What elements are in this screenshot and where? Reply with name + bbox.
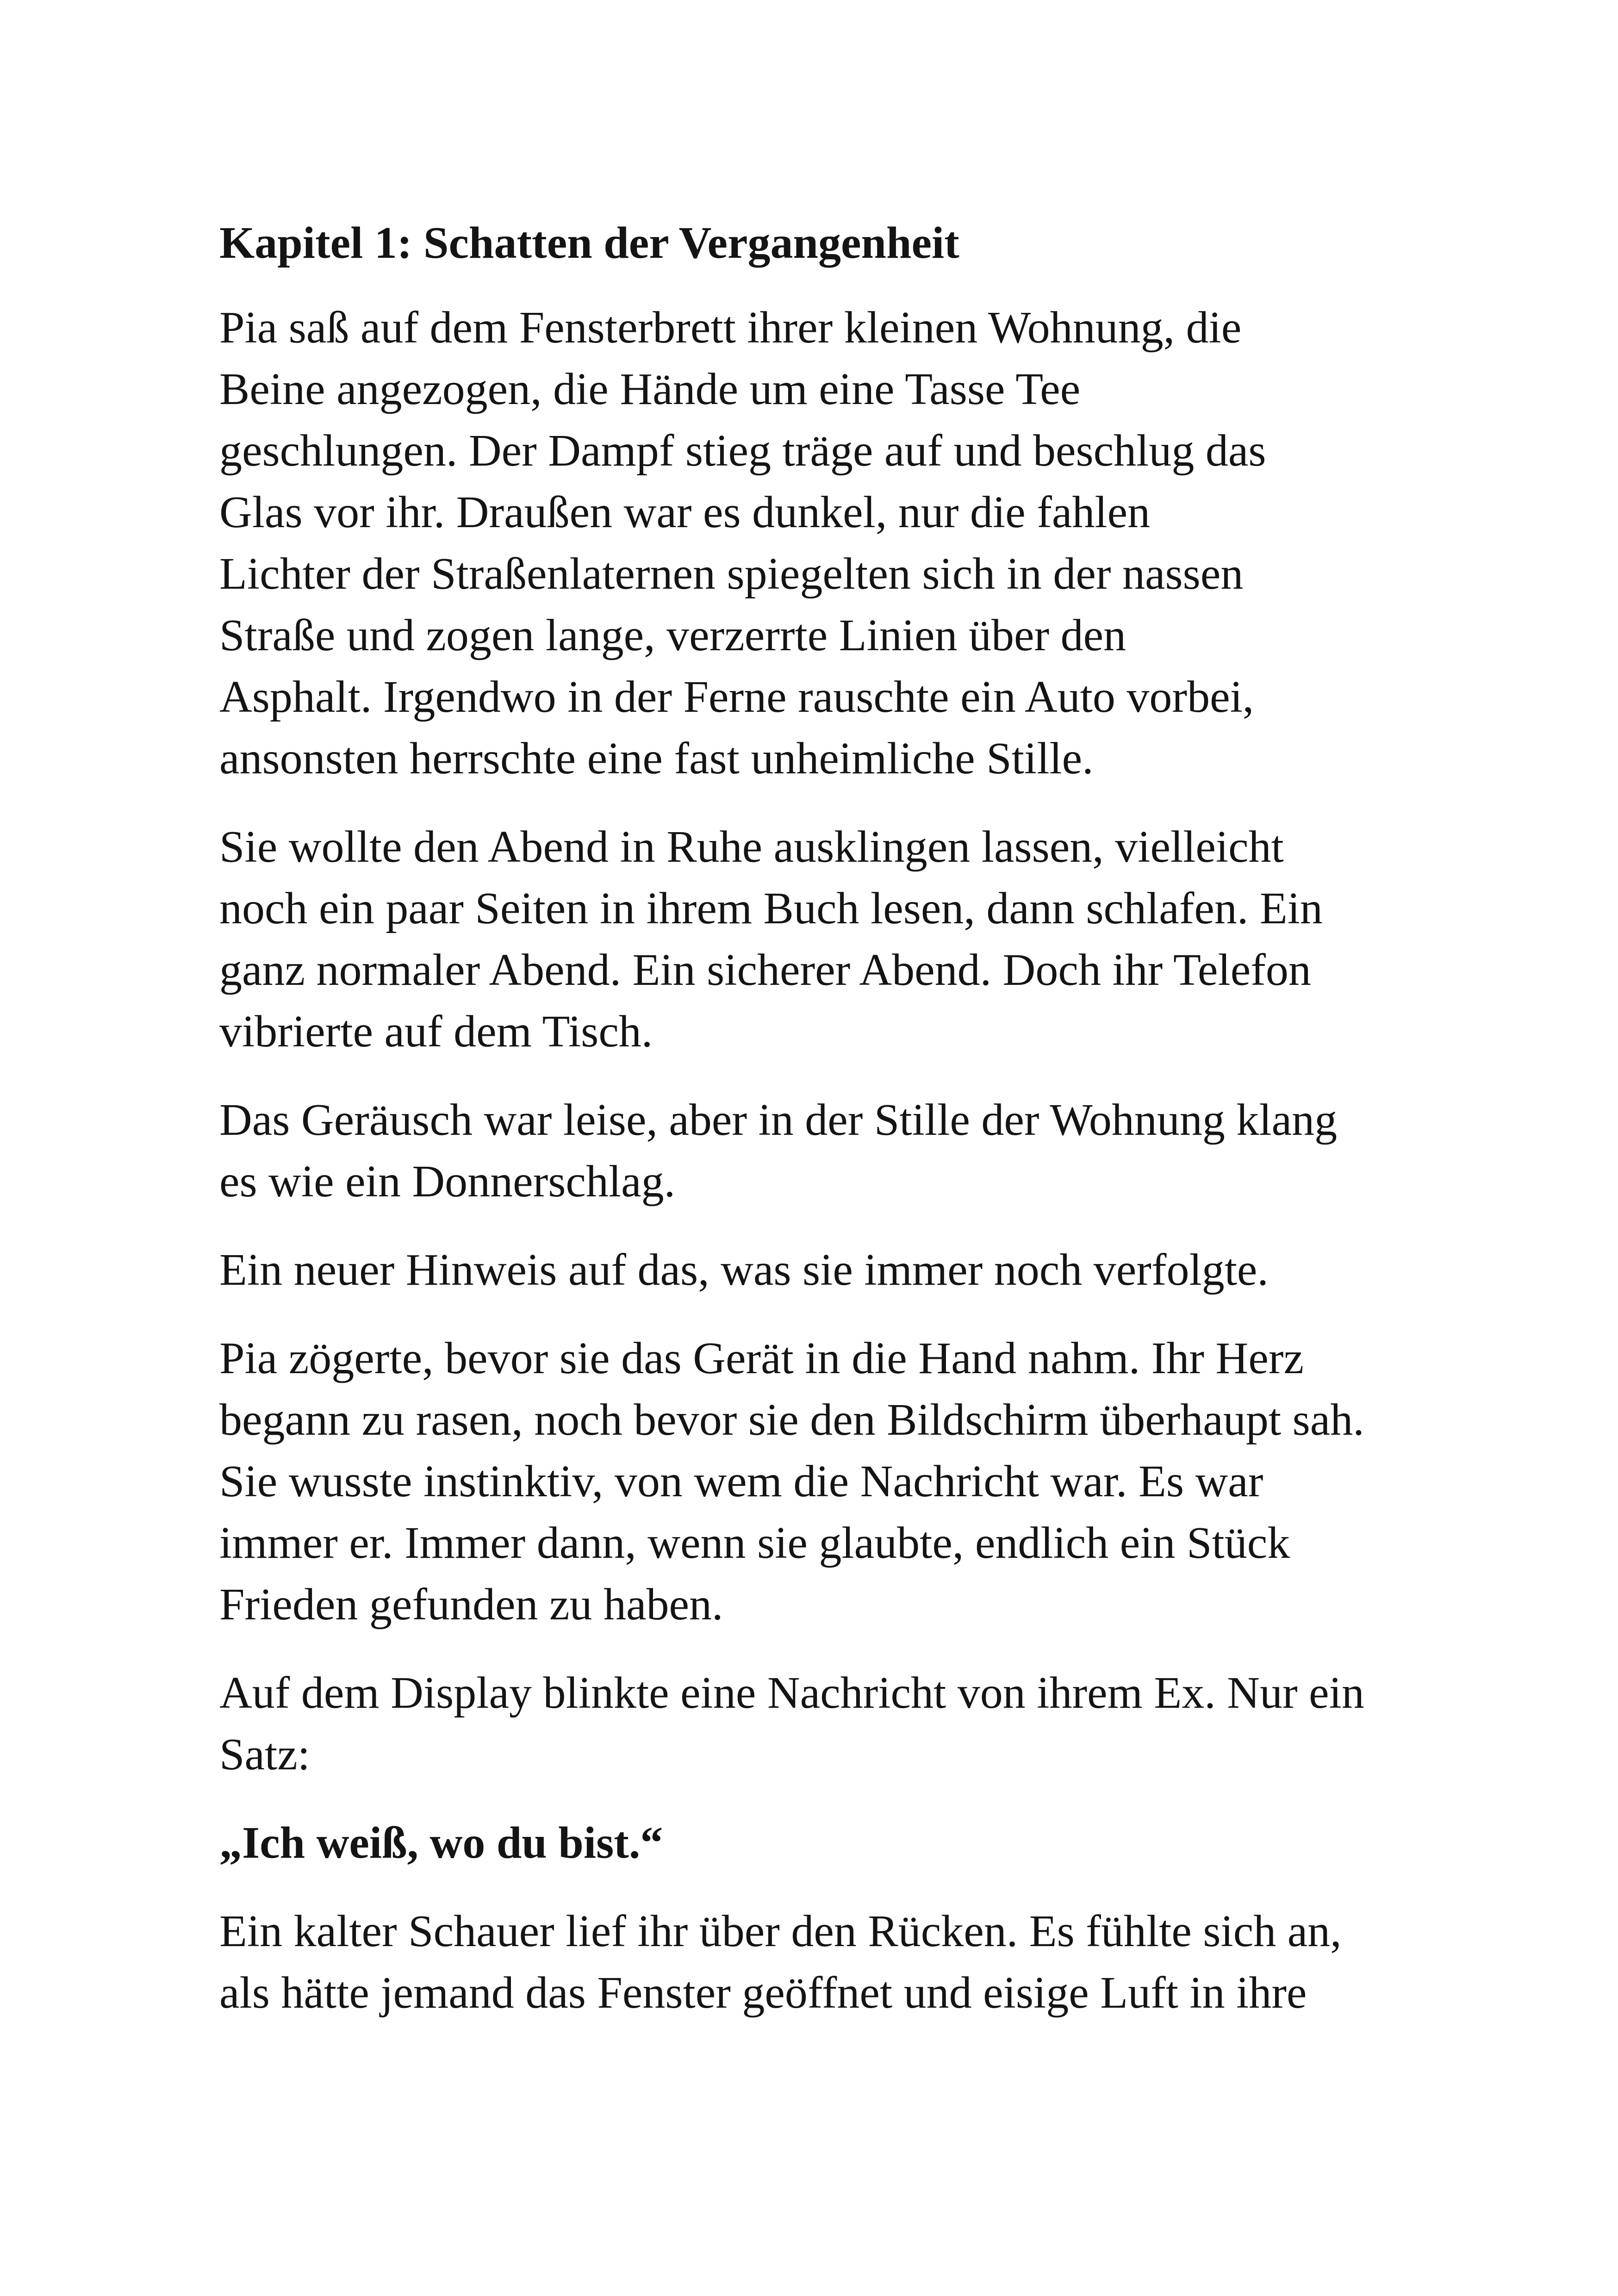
text-line: Straße und zogen lange, verzerrte Linien über den [219, 610, 1126, 660]
text-line: Auf dem Display blinkte eine Nachricht von ihrem Ex. Nur ein [219, 1668, 1364, 1718]
text-line: Sie wusste instinktiv, von wem die Nachricht war. Es war [219, 1456, 1263, 1506]
text-line: ganz normaler Abend. Ein sicherer Abend. Doch ihr Telefon [219, 945, 1311, 995]
quoted-message [219, 1812, 1404, 1874]
text-line: noch ein paar Seiten in ihrem Buch lesen, dann schlafen. Ein [219, 884, 1323, 933]
text-line: Pia zögerte, bevor sie das Gerät in die Hand nahm. Ihr Herz [219, 1333, 1304, 1383]
paragraph [219, 1662, 1404, 1786]
text-line: geschlungen. Der Dampf stieg träge auf und beschlug das [219, 426, 1266, 476]
paragraph [219, 1239, 1404, 1301]
text-line: Sie wollte den Abend in Ruhe ausklingen lassen, vielleicht [219, 822, 1284, 872]
text-line: Beine angezogen, die Hände um eine Tasse Tee [219, 364, 1081, 414]
paragraph [219, 1901, 1404, 2024]
text-line: es wie ein Donnerschlag. [219, 1157, 676, 1207]
text-line: vibrierte auf dem Tisch. [219, 1007, 653, 1057]
text-line: Glas vor ihr. Draußen war es dunkel, nur die fahlen [219, 487, 1151, 537]
text-line: Lichter der Straßenlaternen spiegelten sich in der nassen [219, 549, 1244, 599]
text-line: Ein kalter Schauer lief ihr über den Rücken. Es fühlte sich an, [219, 1906, 1342, 1956]
paragraph [219, 297, 1404, 790]
text-column [219, 213, 1404, 2051]
text-line: Satz: [219, 1730, 310, 1780]
paragraph [219, 1328, 1404, 1636]
paragraph [219, 1089, 1404, 1213]
text-line: Das Geräusch war leise, aber in der Stille der Wohnung klang [219, 1095, 1338, 1145]
paragraph [219, 816, 1404, 1063]
text-line: Frieden gefunden zu haben. [219, 1580, 723, 1630]
text-line: Asphalt. Irgendwo in der Ferne rauschte ein Auto vorbei, [219, 672, 1254, 722]
text-line: „Ich weiß, wo du bist.“ [219, 1818, 663, 1868]
text-line: Pia saß auf dem Fensterbrett ihrer kleinen Wohnung, die [219, 303, 1242, 353]
text-line: Ein neuer Hinweis auf das, was sie immer noch verfolgte. [219, 1245, 1269, 1295]
text-line: ansonsten herrschte eine fast unheimliche Stille. [219, 734, 1094, 784]
text-line: begann zu rasen, noch bevor sie den Bildschirm überhaupt sah. [219, 1395, 1364, 1445]
text-line: immer er. Immer dann, wenn sie glaubte, endlich ein Stück [219, 1518, 1290, 1568]
chapter-title: Kapitel 1: Schatten der Vergangenheit [219, 218, 959, 268]
text-line: als hätte jemand das Fenster geöffnet und eisige Luft in ihre [219, 1968, 1307, 2018]
